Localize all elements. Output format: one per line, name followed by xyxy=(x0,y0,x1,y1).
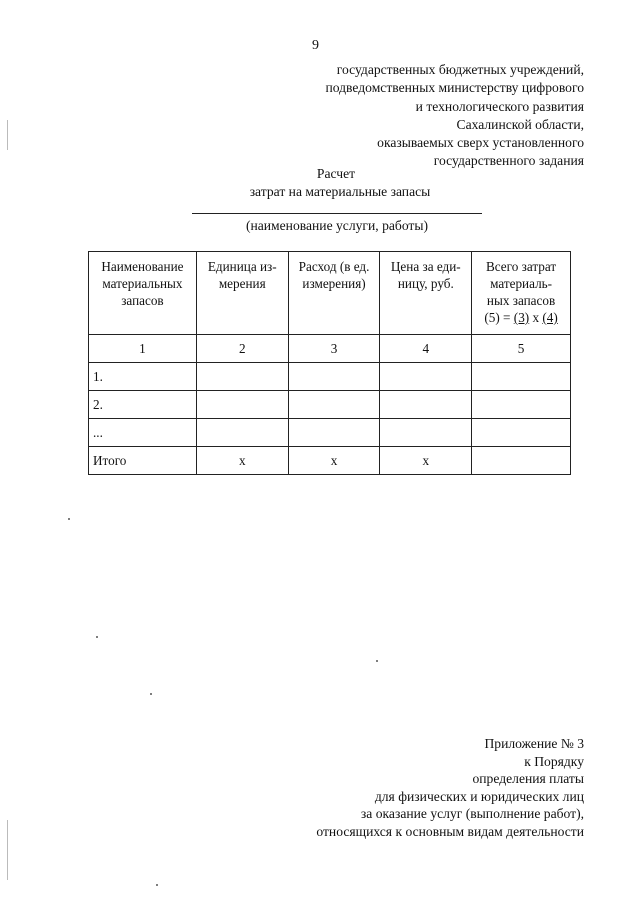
appendix-line: для физических и юридических лиц xyxy=(374,788,584,804)
header-line: оказываемых сверх установленного xyxy=(377,135,584,151)
table-row xyxy=(89,363,571,391)
scan-speck xyxy=(96,636,98,638)
table-cell xyxy=(196,363,288,391)
header-cell-consumption: Расход (в ед. измерения) xyxy=(288,252,380,335)
header-cell-unit: Единица из- мерения xyxy=(196,252,288,335)
total-formula: (5) = (3) x (4) xyxy=(484,310,558,325)
table-cell xyxy=(380,391,472,419)
total-label: Итого xyxy=(89,447,197,475)
header-line: подведомственных министерству цифрового xyxy=(325,80,584,96)
table-cell xyxy=(380,363,472,391)
table-cell: x xyxy=(380,447,472,475)
table-cell: x xyxy=(288,447,380,475)
header-cell-unit-price: Цена за еди- ницу, руб. xyxy=(380,252,472,335)
service-name-blank-line xyxy=(192,213,482,214)
table-cell: 1. xyxy=(89,363,197,391)
header-cell-total-cost: Всего затрат материаль- ных запасов (5) = (3) x (4) xyxy=(472,252,571,335)
table-cell: ... xyxy=(89,419,197,447)
table-row xyxy=(89,391,571,419)
header-line: государственного задания xyxy=(433,153,584,169)
table-cell xyxy=(288,419,380,447)
table-cell xyxy=(288,363,380,391)
table-row xyxy=(89,419,571,447)
table-header-row xyxy=(89,252,571,335)
table-cell xyxy=(288,391,380,419)
scan-artifact xyxy=(7,120,8,150)
header-cell-material-name: Наименование материальных запасов xyxy=(89,252,197,335)
scan-artifact xyxy=(7,820,8,880)
table-cell xyxy=(196,419,288,447)
appendix-line: определения платы xyxy=(472,771,584,787)
table-cell xyxy=(472,419,571,447)
appendix-line: Приложение № 3 xyxy=(484,736,584,751)
table-cell xyxy=(472,363,571,391)
table-cell xyxy=(472,391,571,419)
column-number: 2 xyxy=(196,335,288,363)
scan-speck xyxy=(156,884,158,886)
calc-subtitle: затрат на материальные запасы xyxy=(249,184,431,199)
header-line: государственных бюджетных учреждений, xyxy=(336,62,584,77)
page-number: 9 xyxy=(312,38,319,53)
column-number: 1 xyxy=(89,335,197,363)
table-cell xyxy=(472,447,571,475)
column-number: 5 xyxy=(472,335,571,363)
table-cell xyxy=(196,391,288,419)
total-row xyxy=(89,447,571,475)
appendix-line: за оказание услуг (выполнение работ), xyxy=(360,806,584,822)
table-cell: x xyxy=(196,447,288,475)
header-line: и технологического развития xyxy=(415,98,584,114)
column-number: 3 xyxy=(288,335,380,363)
appendix-block xyxy=(254,735,584,841)
service-caption: (наименование услуги, работы) xyxy=(245,218,429,233)
header-block xyxy=(244,61,584,171)
table-cell xyxy=(380,419,472,447)
table-cell: 2. xyxy=(89,391,197,419)
scan-speck xyxy=(376,660,378,662)
appendix-line: относящихся к основным видам деятельности xyxy=(316,823,584,839)
appendix-line: к Порядку xyxy=(524,753,584,769)
column-number: 4 xyxy=(380,335,472,363)
materials-table xyxy=(88,251,571,475)
calc-title: Расчет xyxy=(316,166,356,181)
column-number-row xyxy=(89,335,571,363)
scan-speck xyxy=(68,518,70,520)
header-line: Сахалинской области, xyxy=(456,116,584,132)
scan-speck xyxy=(150,693,152,695)
